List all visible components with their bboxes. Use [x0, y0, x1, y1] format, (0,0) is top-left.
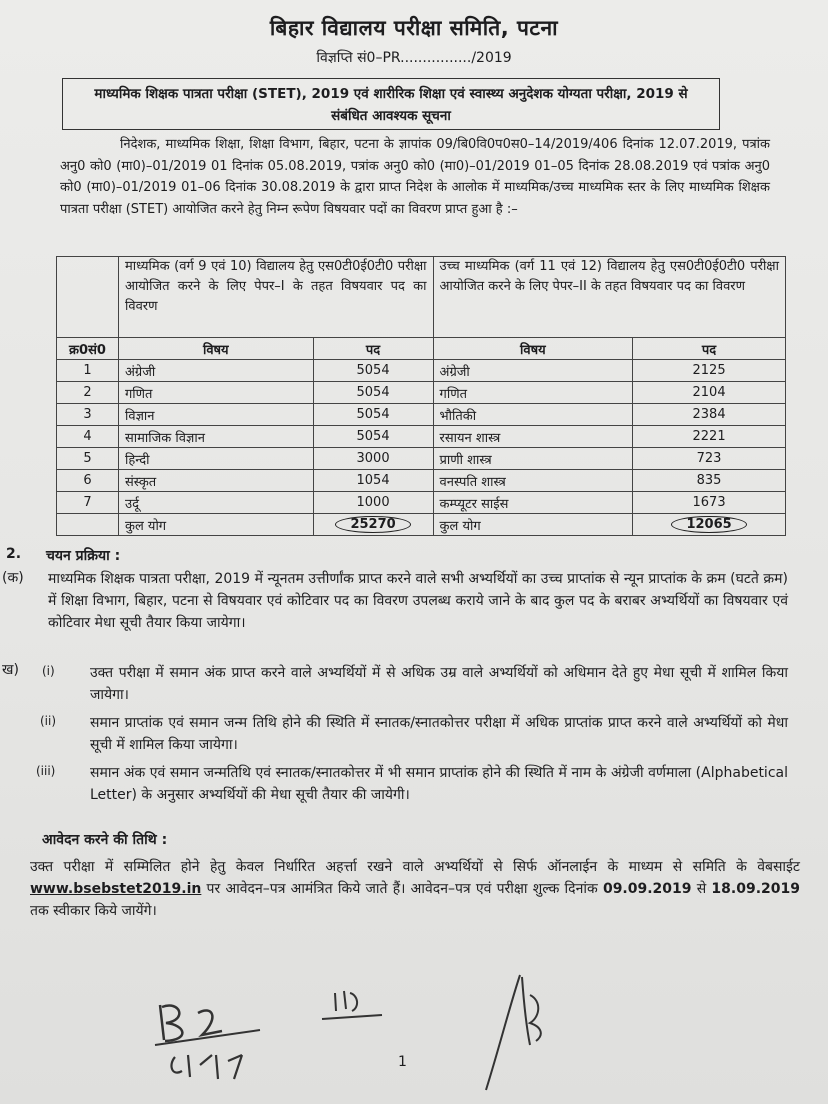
cell-subject1: अंग्रेजी	[118, 360, 313, 382]
cell-posts1: 5054	[313, 426, 433, 448]
paper1-header: माध्यमिक (वर्ग 9 एवं 10) विद्यालय हेतु एस0टी0ई0टी0 परीक्षा आयोजित करने के लिए पेपर–I के तहत विषयवार पद का विवरण	[118, 257, 433, 338]
cell-subject2: कम्प्यूटर साईस	[433, 492, 633, 514]
table-header-row	[57, 257, 786, 338]
cell-sno: 4	[57, 426, 119, 448]
section2-b-mark: ख)	[2, 662, 19, 678]
cell-posts1: 5054	[313, 382, 433, 404]
total-posts-1: 25270	[335, 516, 410, 533]
total-label-2: कुल योग	[433, 514, 633, 536]
cell-posts2: 723	[633, 448, 786, 470]
cell-sno: 3	[57, 404, 119, 426]
empty-corner-cell	[57, 257, 119, 338]
col-posts1: पद	[313, 338, 433, 360]
cell-empty	[57, 514, 119, 536]
item-i-text: उक्त परीक्षा में समान अंक प्राप्त करने वाले अभ्यर्थियों में से अधिक उम्र वाले अभ्यर्थियों को अधिमान देते हुए मेधा सूची में शामिल किया जायेगा।	[90, 665, 788, 703]
subject-box: माध्यमिक शिक्षक पात्रता परीक्षा (STET), 2019 एवं शारीरिक शिक्षा एवं स्वास्थ्य अनुदेशक योग्यता परीक्षा, 2019 से संबंधित आवश्यक सूचना	[62, 78, 720, 130]
cell-subject2: भौतिकी	[433, 404, 633, 426]
section2-a-mark: (क)	[2, 570, 24, 586]
item-ii-text: समान प्राप्तांक एवं समान जन्म तिथि होने की स्थिति में स्नातक/स्नातकोत्तर परीक्षा में अधिक प्राप्तांक प्राप्त करने वाले अभ्यर्थियों को मेधा सूची में शामिल किया जायेगा।	[90, 715, 788, 753]
table-row	[57, 404, 786, 426]
table-row	[57, 470, 786, 492]
total-label-1: कुल योग	[118, 514, 313, 536]
table-row	[57, 492, 786, 514]
cell-subject1: सामाजिक विज्ञान	[118, 426, 313, 448]
cell-posts2: 2125	[633, 360, 786, 382]
intro-paragraph: निदेशक, माध्यमिक शिक्षा, शिक्षा विभाग, बिहार, पटना के ज्ञापांक 09/बि0वि0प0स0–14/2019/406 दिनांक 12.07.2019, पत्रांक अनु0 को0 (मा0)–01/2019 01 दिनांक 05.08.2019, पत्रांक अनु0 को0 (मा0)–01/2019 01–05 दिनांक 28.08.2019 एवं पत्रांक अनु0 को0 (मा0)–01/2019 01–06 दिनांक 30.08.2019 के द्वारा प्राप्त निदेश के आलोक में माध्यमिक/उच्च माध्यमिक स्तर के लिए माध्यमिक शिक्षक पात्रता परीक्षा (STET) आयोजित करने हेतु निम्न रूपेण विषयवार पदों का विवरण प्राप्त हुआ है :–	[60, 137, 770, 217]
posts-table	[56, 256, 786, 536]
cell-posts2: 2384	[633, 404, 786, 426]
cell-subject2: वनस्पति शास्त्र	[433, 470, 633, 492]
date-to: 18.09.2019	[711, 881, 800, 897]
cell-subject2: रसायन शास्त्र	[433, 426, 633, 448]
section2-heading: चयन प्रक्रिया :	[46, 548, 121, 564]
cell-posts2: 2221	[633, 426, 786, 448]
cell-sno: 2	[57, 382, 119, 404]
cell-subject1: हिन्दी	[118, 448, 313, 470]
cell-posts1: 3000	[313, 448, 433, 470]
cell-posts1: 5054	[313, 404, 433, 426]
cell-subject1: उर्दू	[118, 492, 313, 514]
cell-posts1: 1000	[313, 492, 433, 514]
signature	[480, 965, 560, 1095]
cell-subject2: प्राणी शास्त्र	[433, 448, 633, 470]
cell-sno: 7	[57, 492, 119, 514]
section2-a-text: माध्यमिक शिक्षक पात्रता परीक्षा, 2019 में न्यूनतम उत्तीर्णांक प्राप्त करने वाले सभी अभ्यर्थियों का उच्च प्राप्तांक से न्यून प्राप्तांक के क्रम (घटते क्रम) में शिक्षा विभाग, बिहार, पटना से विषयवार एवं कोटिवार पद का विवरण उपलब्ध कराये जाने के बाद कुल पद के बराबर अभ्यर्थियों का विषयवार एवं कोटिवार मेधा सूची तैयार किया जायेगा।	[48, 571, 788, 631]
cell-subject1: गणित	[118, 382, 313, 404]
item-iii-text: समान अंक एवं समान जन्मतिथि एवं स्नातक/स्नातकोत्तर में भी समान प्राप्तांक होने की स्थिति में नाम के अंग्रेजी वर्णमाला (Alphabetical Letter) के अनुसार अभ्यर्थियों की मेधा सूची तैयार की जायेगी।	[90, 765, 788, 803]
item-ii-mark: (ii)	[40, 714, 57, 728]
paper2-header: उच्च माध्यमिक (वर्ग 11 एवं 12) विद्यालय हेतु एस0टी0ई0टी0 परीक्षा आयोजित करने के लिए पेपर–II के तहत विषयवार पद का विवरण	[433, 257, 785, 338]
page-number: 1	[398, 1054, 407, 1070]
col-posts2: पद	[633, 338, 786, 360]
cell-posts2: 1673	[633, 492, 786, 514]
total-posts-2: 12065	[671, 516, 746, 533]
cell-sno: 1	[57, 360, 119, 382]
section3-text	[30, 856, 800, 922]
section2-number: 2.	[6, 546, 22, 562]
cell-sno: 5	[57, 448, 119, 470]
notice-number: विज्ञप्ति सं0–PR................/2019	[316, 50, 512, 66]
cell-subject1: विज्ञान	[118, 404, 313, 426]
table-total-row	[57, 514, 786, 536]
section3-text-sep: से	[691, 881, 712, 897]
handwritten-mark	[320, 985, 390, 1030]
table-row	[57, 360, 786, 382]
section3-heading: आवेदन करने की तिथि :	[42, 832, 168, 848]
cell-sno: 6	[57, 470, 119, 492]
cell-posts2: 835	[633, 470, 786, 492]
website-link[interactable]: www.bsebstet2019.in	[30, 881, 202, 897]
total-posts-2-cell	[633, 514, 786, 536]
cell-posts2: 2104	[633, 382, 786, 404]
cell-posts1: 5054	[313, 360, 433, 382]
col-subject1: विषय	[118, 338, 313, 360]
item-i-mark: (i)	[42, 664, 55, 678]
total-posts-1-cell	[313, 514, 433, 536]
table-row	[57, 426, 786, 448]
section3-text-before: उक्त परीक्षा में सम्मिलित होने हेतु केवल निर्धारित अहर्त्ता रखने वाले अभ्यर्थियों से सिर्फ ऑनलाईन के माध्यम से समिति के वेबसाईट	[30, 859, 800, 875]
table-row	[57, 448, 786, 470]
section3-text-middle: पर आवेदन–पत्र आमंत्रित किये जाते हैं। आवेदन–पत्र एवं परीक्षा शुल्क दिनांक	[201, 881, 603, 897]
item-iii-mark: (iii)	[36, 764, 56, 778]
section3-text-after: तक स्वीकार किये जायेंगे।	[30, 903, 157, 919]
handwritten-initials	[150, 985, 270, 1085]
cell-subject1: संस्कृत	[118, 470, 313, 492]
table-column-row	[57, 338, 786, 360]
cell-posts1: 1054	[313, 470, 433, 492]
cell-subject2: अंग्रेजी	[433, 360, 633, 382]
table-row	[57, 382, 786, 404]
col-sno: क्र0सं0	[57, 338, 119, 360]
col-subject2: विषय	[433, 338, 633, 360]
cell-subject2: गणित	[433, 382, 633, 404]
date-from: 09.09.2019	[602, 881, 692, 897]
document-title: बिहार विद्यालय परीक्षा समिति, पटना	[269, 16, 559, 40]
